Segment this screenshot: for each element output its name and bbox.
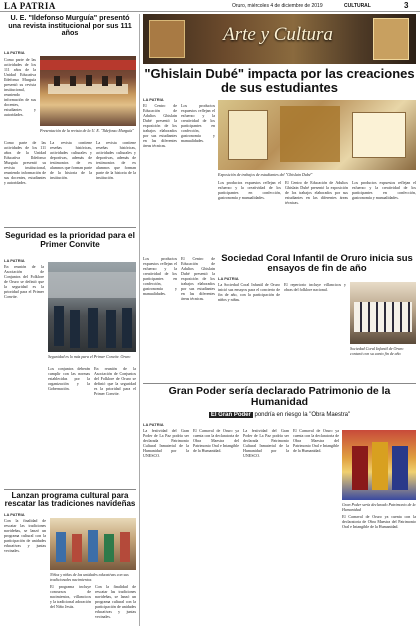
subtitle-highlight: El Gran Poder [210, 412, 251, 418]
story1-body: Como parte de las actividades de los 111 años de la Unidad Educativa Ildefonso Murguía presentó su revista institucional, reuniendo información de sus docentes, estudiantes y autoridades. La revista contiene reseñas históricas, actividades culturales y deportivas, además de testimonios de ex alumnos que forman parte de la historia de la institución. La revista contiene reseñas históricas, actividades culturales y deportivas, además de testimonios de ex alumnos que forman parte de la historia de la institución. [4, 140, 136, 185]
story1-caption: Presentación de la revista de la U. E. "Ildefonso Murguía" [40, 128, 134, 133]
story5-caption: Gran Poder sería declarado Patrimonio de la Humanidad [342, 502, 416, 512]
divider [4, 489, 136, 490]
story4-kicker: LA PATRIA [218, 276, 239, 281]
banner-painting [149, 20, 185, 58]
exhibit-frame [228, 110, 268, 160]
story3-headline: Seguridad es la prioridad para el Primer Convite [5, 230, 135, 249]
child-figure [72, 534, 82, 562]
story1-photo [40, 56, 136, 126]
issue-date: Oruro, miércoles 4 de diciembre de 2019 [232, 3, 323, 9]
exhibit-frame [352, 112, 406, 158]
story4-caption: Sociedad Coral Infantil de Oruro contará con su canto fin de año [350, 346, 404, 356]
story5-body: La festividad del Gran Poder de La Paz podría ser declarada Patrimonio Cultural Inmaterial de la Humanidad por la UNESCO. El Carnaval de Oruro ya cuenta con la declaratoria de Obra Maestra del Patrimonio Oral e Intangible de la Humanidad. La festividad del Gran Poder de La Paz podría ser declarada Patrimonio Cultural Inmaterial de la Humanidad por la UNESCO. El Carnaval de Oruro ya cuenta con la declaratoria de Obra Maestra del Patrimonio Oral e Intangible de la Humanidad. [143, 428, 339, 458]
story3-photo [48, 262, 136, 352]
story6-body: El programa incluye concursos de nacimientos, villancicos y la tradicional adoración del Niño Jesús. Con la finalidad de rescatar las tradiciones navideñas, se lanzó un programa cultural con la participación de unidades educativas y juntas vecinales. [50, 584, 136, 619]
story1-column-1: Como parte de las actividades de los 111 años de la Unidad Educativa Ildefonso Murguía presentó su revista institucional, reuniendo información de sus docentes, estudiantes y autoridades. [4, 57, 36, 117]
police-figure [70, 310, 80, 348]
story3-column-1: En reunión de la Asociación de Conjuntos del Folklore de Oruro se definió que la seguridad es la prioridad para el Primer Convite. [4, 264, 44, 299]
banner-painting [373, 18, 409, 60]
page-header [0, 0, 420, 12]
story4-left-column: Los productos expuestos reflejan el esfuerzo y la creatividad de los participantes en confección, gastronomía y manualidades. El Centro de Educación de Adultos Ghislain Dubé presentó la exposición de los trabajos elaborados por sus estudiantes en las diferentes áreas técnicas. [143, 256, 215, 301]
choir-children [354, 302, 412, 332]
person-figure [54, 76, 60, 86]
story5-subtitle [143, 412, 416, 418]
child-figure [56, 532, 66, 562]
police-figure [122, 308, 132, 348]
child-figure [104, 534, 114, 562]
story5-kicker: LA PATRIA [143, 422, 164, 427]
story4-headline: Sociedad Coral Infantil de Oruro inicia sus ensayos de fin de año [221, 253, 413, 274]
section-banner [143, 14, 416, 64]
story5-side-column: El Carnaval de Oruro ya cuenta con la declaratoria de Obra Maestra del Patrimonio Oral e Intangible de la Humanidad. [342, 514, 416, 529]
dancer-figure [392, 446, 408, 490]
story6-headline: Lanzan programa cultural para rescatar las tradiciones navideñas [4, 491, 136, 509]
story3-body: Los conjuntos deberán cumplir con las normas establecidas por la organización y la Gobernación. En reunión de la Asociación de Conjuntos del Folklore de Oruro se definió que la seguridad es la prioridad para el Primer Convite. [48, 366, 136, 396]
story2-left-columns: El Centro de Educación de Adultos Ghislain Dubé presentó la exposición de los trabajos elaborados por sus estudiantes en las diferentes áreas técnicas. Los productos expuestos reflejan el esfuerzo y la creatividad de los participantes en confección, gastronomía y manualidades. [143, 103, 215, 148]
story6-column-1: Con la finalidad de rescatar las tradiciones navideñas, se lanzó un programa cultural con la participación de unidades educativas y juntas vecinales. [4, 518, 46, 553]
story1-headline: U. E. "Ildefonso Murguía" presentó una revista institucional por sus 111 años [8, 13, 132, 38]
story2-kicker: LA PATRIA [143, 97, 164, 102]
child-figure [88, 530, 98, 562]
building-facade [48, 272, 136, 298]
story2-right-columns: Los productos expuestos reflejan el esfuerzo y la creatividad de los participantes en confección, gastronomía y manualidades. El Centro de Educación de Adultos Ghislain Dubé presentó la exposición de los trabajos elaborados por sus estudiantes en las diferentes áreas técnicas. Los productos expuestos reflejan el esfuerzo y la creatividad de los participantes en confección, gastronomía y manualidades. [218, 180, 416, 205]
person-figure [86, 75, 92, 86]
column-divider [139, 14, 140, 626]
story2-caption: Exposición de trabajos de estudiantes del "Ghislain Dubé" [218, 172, 313, 177]
story5-photo [342, 430, 416, 500]
section-banner-title: Arte y Cultura [223, 24, 333, 45]
story6-kicker: LA PATRIA [4, 512, 25, 517]
story6-photo [50, 518, 136, 570]
newspaper-name: LA PATRIA [4, 1, 56, 11]
person-figure [116, 76, 122, 86]
page-number: 3 [404, 1, 409, 10]
story2-headline: "Ghislain Dubé" impacta por las creaciones de sus estudiantes [144, 66, 415, 95]
story1-kicker: LA PATRIA [4, 50, 25, 55]
subtitle-text: pondría en riesgo la "Obra Maestra" [252, 412, 351, 418]
story4-photo [350, 282, 416, 344]
story6-caption: Niños y niñas de las unidades educativas con sus tradicionales nacimientos [50, 572, 129, 582]
police-figure [54, 306, 64, 346]
dancer-figure [372, 442, 388, 490]
person-figure [102, 76, 108, 86]
dancer-figure [352, 446, 368, 490]
story3-caption: Seguridad es lo más para el Primer Convite. Oruro [48, 354, 131, 359]
child-figure [120, 532, 130, 562]
police-figure [88, 308, 98, 348]
stage-banner [40, 60, 136, 70]
story2-photo [218, 100, 416, 170]
divider [143, 383, 416, 384]
divider [4, 227, 136, 228]
exhibit-display [280, 106, 340, 162]
story3-kicker: LA PATRIA [4, 258, 25, 263]
story5-headline: Gran Poder sería declarado Patrimonio de la Humanidad [168, 385, 391, 409]
story4-body: La Sociedad Coral Infantil de Oruro inició sus ensayos para el concierto de fin de año, con la participación de niños y niñas. El repertorio incluye villancicos y obras del folklore nacional. [218, 282, 346, 302]
person-figure [70, 76, 76, 86]
section-name: CULTURAL [344, 3, 371, 9]
police-figure [106, 310, 116, 348]
